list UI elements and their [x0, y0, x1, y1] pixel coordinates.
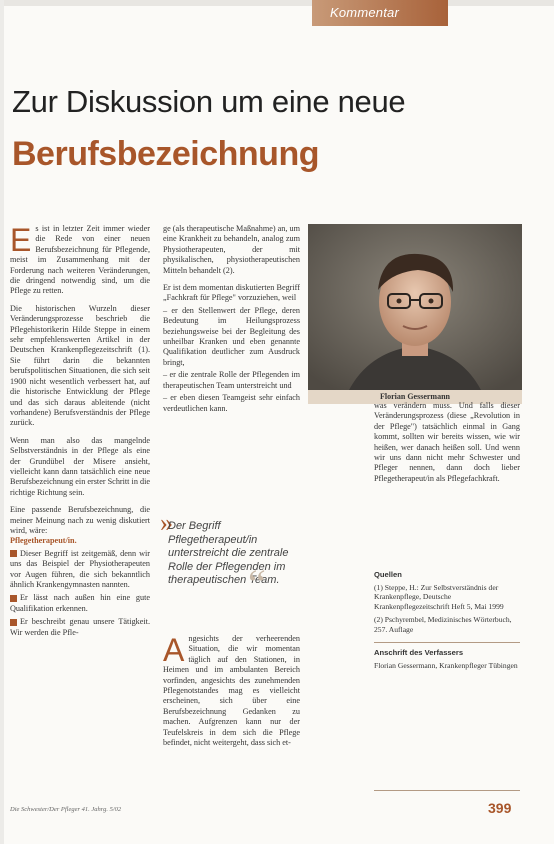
sources-heading: Quellen	[374, 570, 402, 579]
paragraph-text: s ist in letzter Zeit immer wieder die Rede von einer neuen Berufsbezeichnung für Pflegende, meist im Zusammenhang mit der Forderung nach weiteren Veränderungen, die dringend notwendig sind, um die Pflege zu retten.	[10, 224, 150, 296]
section-tab	[312, 0, 448, 26]
list-item: – er den Stellenwert der Pflege, deren Bedeutung im Heilungsprozess beziehungsweise bei der Begleitung des unheilbar Kranken und eben genannte Qualifikation deutlicher zum Ausdruck bringt,	[163, 305, 300, 367]
quote-open-icon: »	[160, 508, 173, 537]
photo-caption: Florian Gessermann	[308, 390, 522, 404]
author-address	[374, 648, 520, 670]
drop-cap: E	[10, 222, 32, 258]
drop-cap: A	[163, 632, 185, 668]
scan-edge-left	[0, 0, 4, 844]
proposed-title: Pflegetherapeut/in.	[10, 536, 77, 546]
paragraph	[10, 224, 150, 297]
bullet-item	[10, 593, 150, 614]
text-column-2-lower	[163, 634, 300, 748]
page-title-line1: Zur Diskussion um eine neue	[12, 84, 406, 119]
bullet-text: Er beschreibt genau unsere Tätigkeit. Wir werden die Pfle-	[10, 617, 150, 637]
bullet-item	[10, 617, 150, 638]
bullet-square-icon	[10, 619, 17, 626]
quote-close-icon: “	[248, 561, 266, 606]
bullet-square-icon	[10, 550, 17, 557]
text-column-2	[163, 224, 300, 421]
author-line: Florian Gessermann, Krankenpfleger Tübingen	[374, 660, 518, 670]
paragraph: Wenn man also das mangelnde Selbstverständnis in der Pflege als eine der Grundübel der Misere ansieht, vielleicht kann dann tatsächlich eine neue Berufsbezeichnung ein erster Schritt in die richtige Richtung sein.	[10, 435, 150, 497]
paragraph	[10, 505, 150, 547]
footer-journal: Die Schwester/Der Pfleger 41. Jahrg. 5/02	[10, 806, 122, 813]
portrait-illustration	[308, 224, 522, 392]
paragraph: Die historischen Wurzeln dieser Veränderungsprozesse beschrieb die Pflegehistorikerin Hilde Steppe in einem sehr empfehlenswerten Artikel in der Deutschen Krankenpflegezeitschrift (1). Sie führt darin die bekannten berufspolitischen Situationen, die sich seit 1900 nicht wesentlich verbessert hat, auf die historische Entwicklung der Pflege und das sich daraus ableitende (nicht vorhandene) Berufsverständnis der Pflege zurück.	[10, 303, 150, 428]
pull-quote: Der Begriff Pflegetherapeut/in unterstreicht die zentrale Rolle der Pflegenden im therapeutischen Team.	[168, 520, 289, 586]
author-heading: Anschrift des Verfassers	[374, 648, 464, 657]
divider	[374, 790, 520, 791]
section-tab-label: Kommentar	[330, 5, 399, 20]
divider	[374, 642, 520, 643]
bullet-text: Dieser Begriff ist zeitgemäß, denn wir uns das Beispiel der Physiotherapeuten vor Augen führen, die sich bekanntlich ähnlich Krankengymnasten nannten.	[10, 548, 150, 589]
text-column-3	[374, 401, 520, 491]
source-item: (1) Steppe, H.: Zur Selbstverständnis der Krankenpflege, Deutsche Krankenpflegezeitschrift Heft 5, Mai 1999	[374, 582, 504, 611]
text-column-1	[10, 224, 150, 645]
bullet-text: Er lässt nach außen hin eine gute Qualifikation erkennen.	[10, 593, 150, 613]
list-item: – er die zentrale Rolle der Pflegenden im therapeutischen Team unterstreicht und	[163, 370, 300, 390]
scan-edge	[0, 0, 554, 6]
page-number: 399	[488, 800, 512, 816]
list-item: – er eben diesen Teamgeist sehr einfach verdeutlichen kann.	[163, 393, 300, 413]
paragraph: Er ist dem momentan diskutierten Begriff „Fachkraft für Pflege" vorzuziehen, weil	[163, 283, 300, 303]
bullet-square-icon	[10, 595, 17, 602]
page-title-line2: Berufsbezeichnung	[12, 135, 319, 173]
sources-box	[374, 570, 520, 639]
paragraph: ge (als therapeutische Maßnahme) an, um eine Krankheit zu behandeln, analog zum Physiotherapeuten, der mit physikalischen, physiotherapeutischen Mitteln behandelt (2).	[163, 224, 300, 275]
paragraph: was verändern muss. Und falls dieser Veränderungsprozess (diese „Revolution in der Pflege") tatsächlich einmal in Gang kommt, sollten wir bereits wissen, wie wir heißen, wer danach heißen soll. Und wenn wir uns dann nicht mehr Schwester und Pfleger nennen, dann doch lieber Pflegetherapeut/in als Pflegefachkraft.	[374, 401, 520, 483]
bullet-item	[10, 549, 150, 591]
source-item: (2) Pschyrembel, Medizinisches Wörterbuch, 257. Auflage	[374, 615, 512, 634]
paragraph-text: ngesichts der verheerenden Situation, die wir momentan täglich auf den Stationen, in Heimen und im ambulanten Bereich vorfinden, angesichts des zunehmenden Pflegenotstandes mag es vielleicht erscheinen, sich über eine Berufsbezeichnung Gedanken zu machen. Aufgrenzen kann nur der Teufelskreis in dem sich die Pflege befindet, nicht weitergeht, dass sich et-	[163, 634, 300, 748]
paragraph-text: Eine passende Berufsbezeichnung, die meiner Meinung nach zu wenig diskutiert wird, wäre:	[10, 505, 150, 535]
author-photo	[308, 224, 522, 392]
